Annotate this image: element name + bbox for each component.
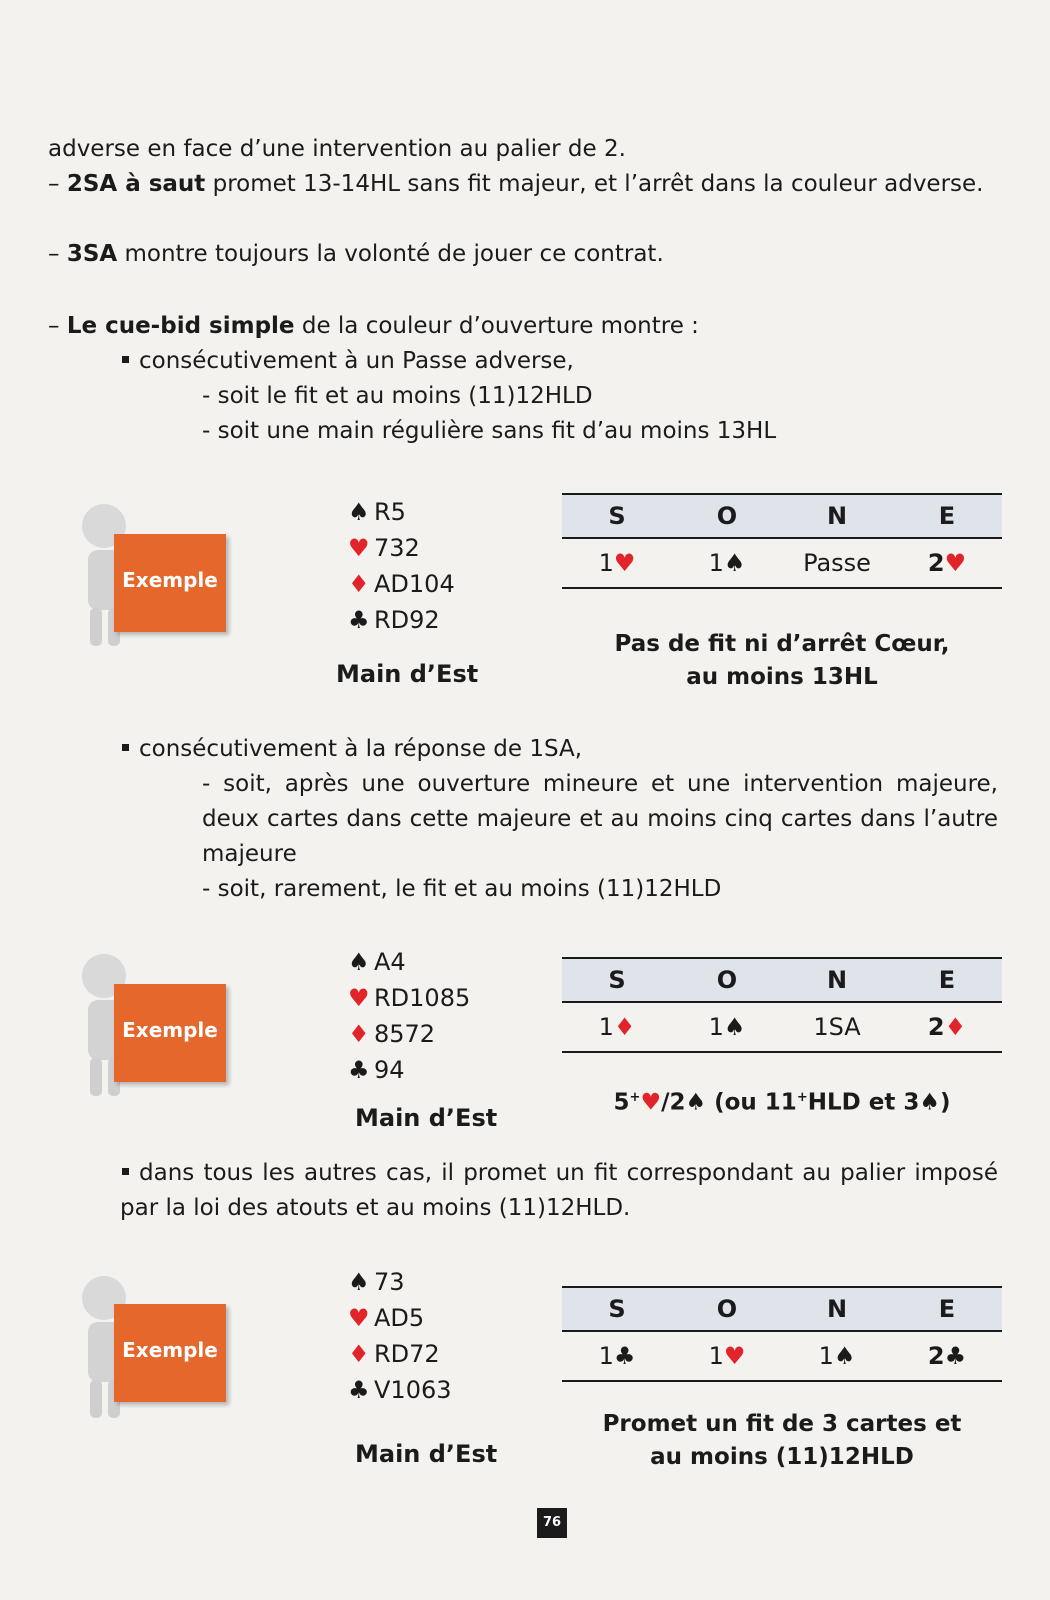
bullet-dot: [122, 1168, 129, 1175]
caption-line: Promet un fit de 3 cartes et: [602, 1411, 962, 1437]
bid-row: [562, 1003, 1002, 1053]
bid-cell: [562, 1003, 672, 1051]
paragraph-text: montre toujours la volonté de jouer ce contrat.: [117, 241, 664, 267]
diamond-icon: ♦: [348, 1020, 370, 1048]
bullet-item: [120, 344, 574, 379]
hand-hearts: [348, 980, 470, 1016]
hand-clubs: [348, 602, 455, 638]
club-icon: ♣: [348, 606, 370, 634]
heart-icon: ♥: [723, 1342, 746, 1370]
paragraph-cuebid: [48, 309, 699, 344]
table-header: [562, 1286, 1002, 1332]
spade-icon: ♠: [833, 1342, 856, 1370]
caption-line: au moins (11)12HLD: [650, 1444, 914, 1470]
header-north: N: [826, 1295, 848, 1323]
example-label: Exemple: [122, 568, 218, 592]
cards: 8572: [374, 1020, 436, 1048]
text-line: adverse en face d’une intervention au palier de 2.: [48, 136, 626, 162]
east-hand: [348, 944, 470, 1088]
club-icon: ♣: [348, 1376, 370, 1404]
spade-icon: ♠: [348, 1268, 370, 1296]
header-south: S: [608, 966, 626, 994]
table-header: [562, 957, 1002, 1003]
header-east: E: [938, 966, 956, 994]
heart-icon: ♥: [348, 534, 370, 562]
hand-hearts: [348, 530, 455, 566]
hand-spades: [348, 1264, 452, 1300]
header-south: S: [608, 502, 626, 530]
bid-level: 2: [927, 1342, 945, 1370]
header-north: N: [826, 966, 848, 994]
example-label: Exemple: [122, 1018, 218, 1042]
cards: RD72: [374, 1340, 440, 1368]
bidding-table: [562, 957, 1002, 1053]
cards: R5: [374, 498, 406, 526]
page-number: 76: [537, 1508, 567, 1538]
east-hand: [348, 494, 455, 638]
east-hand: [348, 1264, 452, 1408]
hand-clubs: [348, 1052, 470, 1088]
sub-item: - soit le fit et au moins (11)12HLD: [202, 383, 593, 409]
cards: 73: [374, 1268, 405, 1296]
spade-icon: ♠: [723, 1013, 746, 1041]
cards: AD104: [374, 570, 455, 598]
bidding-table: [562, 1286, 1002, 1382]
bid-cell: [562, 539, 672, 587]
cards: RD92: [374, 606, 440, 634]
sub-item: - soit une main régulière sans fit d’au moins 13HL: [202, 418, 777, 444]
dash: –: [48, 241, 67, 267]
paragraph-text: promet 13-14HL sans fit majeur, et l’arrêt dans la couleur adverse.: [205, 171, 984, 197]
caption-line: Pas de fit ni d’arrêt Cœur,: [614, 631, 950, 657]
header-west: O: [716, 1295, 738, 1323]
bid-cell: [892, 1003, 1002, 1051]
header-west: O: [716, 502, 738, 530]
bid-level: 1: [708, 549, 724, 577]
cards: RD1085: [374, 984, 471, 1012]
bid-level: 1: [598, 549, 614, 577]
cards: V1063: [374, 1376, 452, 1404]
bid-cell: [782, 1003, 892, 1051]
diamond-icon: ♦: [348, 1340, 370, 1368]
example-badge: [114, 534, 226, 632]
dash: –: [48, 313, 67, 339]
term-2sa: 2SA à saut: [66, 171, 206, 197]
hand-clubs: [348, 1372, 452, 1408]
paragraph-2sa: [48, 167, 998, 202]
example-caption: [562, 1081, 1002, 1120]
cards: A4: [374, 948, 406, 976]
caption-part: HLD et 3♠): [807, 1089, 951, 1116]
sub-item: - soit, après une ouverture mineure et une intervention majeure, deux cartes dans cette majeure et au moins cinq cartes dans l’autre majeure: [202, 771, 998, 867]
hand-spades: [348, 944, 470, 980]
caption-part: /2♠ (ou 11: [661, 1089, 797, 1116]
hand-spades: [348, 494, 455, 530]
table-header: [562, 493, 1002, 539]
example-caption: [562, 1408, 1002, 1474]
term-3sa: 3SA: [66, 241, 118, 267]
spade-icon: ♠: [348, 498, 370, 526]
bid-level: 1: [708, 1013, 724, 1041]
cards: 94: [374, 1056, 405, 1084]
header-north: N: [826, 502, 848, 530]
bid-level: 2: [927, 1013, 945, 1041]
heart-icon: ♥: [640, 1089, 662, 1116]
diamond-icon: ♦: [944, 1013, 967, 1041]
hand-title: Main d’Est: [355, 1104, 498, 1132]
cards: AD5: [374, 1304, 425, 1332]
spade-icon: ♠: [348, 948, 370, 976]
bidding-table: [562, 493, 1002, 589]
bid-cell: [782, 1332, 892, 1380]
hand-title: Main d’Est: [355, 1440, 498, 1468]
bullet-text: dans tous les autres cas, il promet un fit correspondant au palier imposé par la loi des atouts et au moins (11)12HLD.: [120, 1160, 998, 1221]
hand-diamonds: [348, 1336, 452, 1372]
bid-level: 1SA: [813, 1013, 861, 1041]
bullet-item: [120, 1156, 998, 1226]
bid-row: [562, 539, 1002, 589]
heart-icon: ♥: [348, 1304, 370, 1332]
paragraph-text: de la couleur d’ouverture montre :: [294, 313, 699, 339]
caption-part: 5: [613, 1089, 630, 1116]
paragraph-3sa: [48, 237, 664, 272]
bid-cell: [782, 539, 892, 587]
bid-level: 2: [927, 549, 945, 577]
bid-level: 1: [598, 1342, 614, 1370]
hand-hearts: [348, 1300, 452, 1336]
bid-level: 1: [708, 1342, 724, 1370]
dash: –: [48, 171, 67, 197]
diamond-icon: ♦: [613, 1013, 636, 1041]
caption-part: +: [796, 1090, 808, 1105]
hand-diamonds: [348, 566, 455, 602]
heart-icon: ♥: [348, 984, 370, 1012]
header-east: E: [938, 502, 956, 530]
hand-diamonds: [348, 1016, 470, 1052]
bid-cell: [892, 1332, 1002, 1380]
caption-line: au moins 13HL: [686, 664, 878, 690]
heart-icon: ♥: [944, 549, 967, 577]
bullet-text: consécutivement à la réponse de 1SA,: [139, 736, 583, 762]
bid-cell: [892, 539, 1002, 587]
example-badge: [114, 984, 226, 1082]
heart-icon: ♥: [613, 549, 636, 577]
bid-level: 1: [818, 1342, 834, 1370]
example-caption: [562, 628, 1002, 694]
diamond-icon: ♦: [348, 570, 370, 598]
hand-title: Main d’Est: [336, 660, 479, 688]
club-icon: ♣: [348, 1056, 370, 1084]
bid-level: 1: [598, 1013, 614, 1041]
sub-item: - soit, rarement, le fit et au moins (11)12HLD: [202, 876, 722, 902]
bid-cell: [672, 1332, 782, 1380]
header-east: E: [938, 1295, 956, 1323]
bid-row: [562, 1332, 1002, 1382]
cards: 732: [374, 534, 420, 562]
bid-level: Passe: [803, 549, 871, 577]
bullet-item: [120, 732, 582, 767]
example-label: Exemple: [122, 1338, 218, 1362]
club-icon: ♣: [944, 1342, 967, 1370]
example-badge: [114, 1304, 226, 1402]
term-cuebid: Le cue-bid simple: [66, 313, 295, 339]
header-south: S: [608, 1295, 626, 1323]
caption-part: +: [629, 1090, 641, 1105]
bid-cell: [672, 539, 782, 587]
club-icon: ♣: [613, 1342, 636, 1370]
spade-icon: ♠: [723, 549, 746, 577]
bid-cell: [562, 1332, 672, 1380]
header-west: O: [716, 966, 738, 994]
bullet-text: consécutivement à un Passe adverse,: [139, 348, 574, 374]
bid-cell: [672, 1003, 782, 1051]
